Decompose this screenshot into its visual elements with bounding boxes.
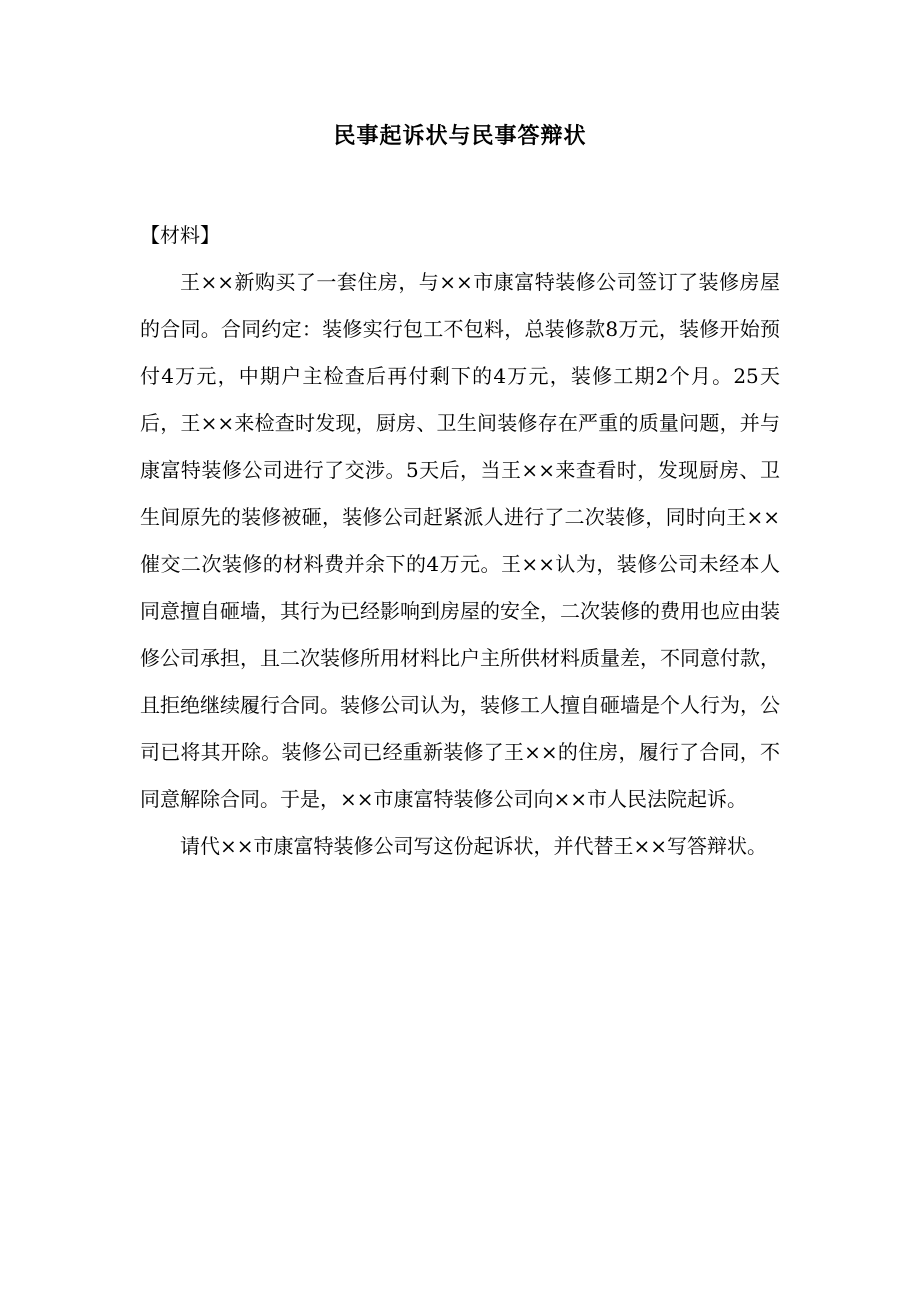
- section-label-material: 【材料】: [140, 223, 220, 247]
- task-paragraph: 请代××市康富特装修公司写这份起诉状，并代替王××写答辩状。: [180, 834, 768, 858]
- material-paragraph: 王××新购买了一套住房，与××市康富特装修公司签订了装修房屋的合同。合同约定：装修实行包工不包料，总装修款8万元，装修开始预付4万元，中期户主检查后再付剩下的4万元，装修工期2个月。25天后，王××来检查时发现，厨房、卫生间装修存在严重的质量问题，并与康富特装修公司进行了交涉。5天后，当王××来查看时，发现厨房、卫生间原先的装修被砸，装修公司赶紧派人进行了二次装修，同时向王××催交二次装修的材料费并余下的4万元。王××认为，装修公司未经本人同意擅自砸墙，其行为已经影响到房屋的安全，二次装修的费用也应由装修公司承担，且二次装修所用材料比户主所供材料质量差，不同意付款，且拒绝继续履行合同。装修公司认为，装修工人擅自砸墙是个人行为，公司已将其开除。装修公司已经重新装修了王××的住房，履行了合同，不同意解除合同。于是，××市康富特装修公司向××市人民法院起诉。: [140, 270, 780, 811]
- document-body: [140, 212, 780, 870]
- document-title: 民事起诉状与民事答辩状: [333, 123, 587, 149]
